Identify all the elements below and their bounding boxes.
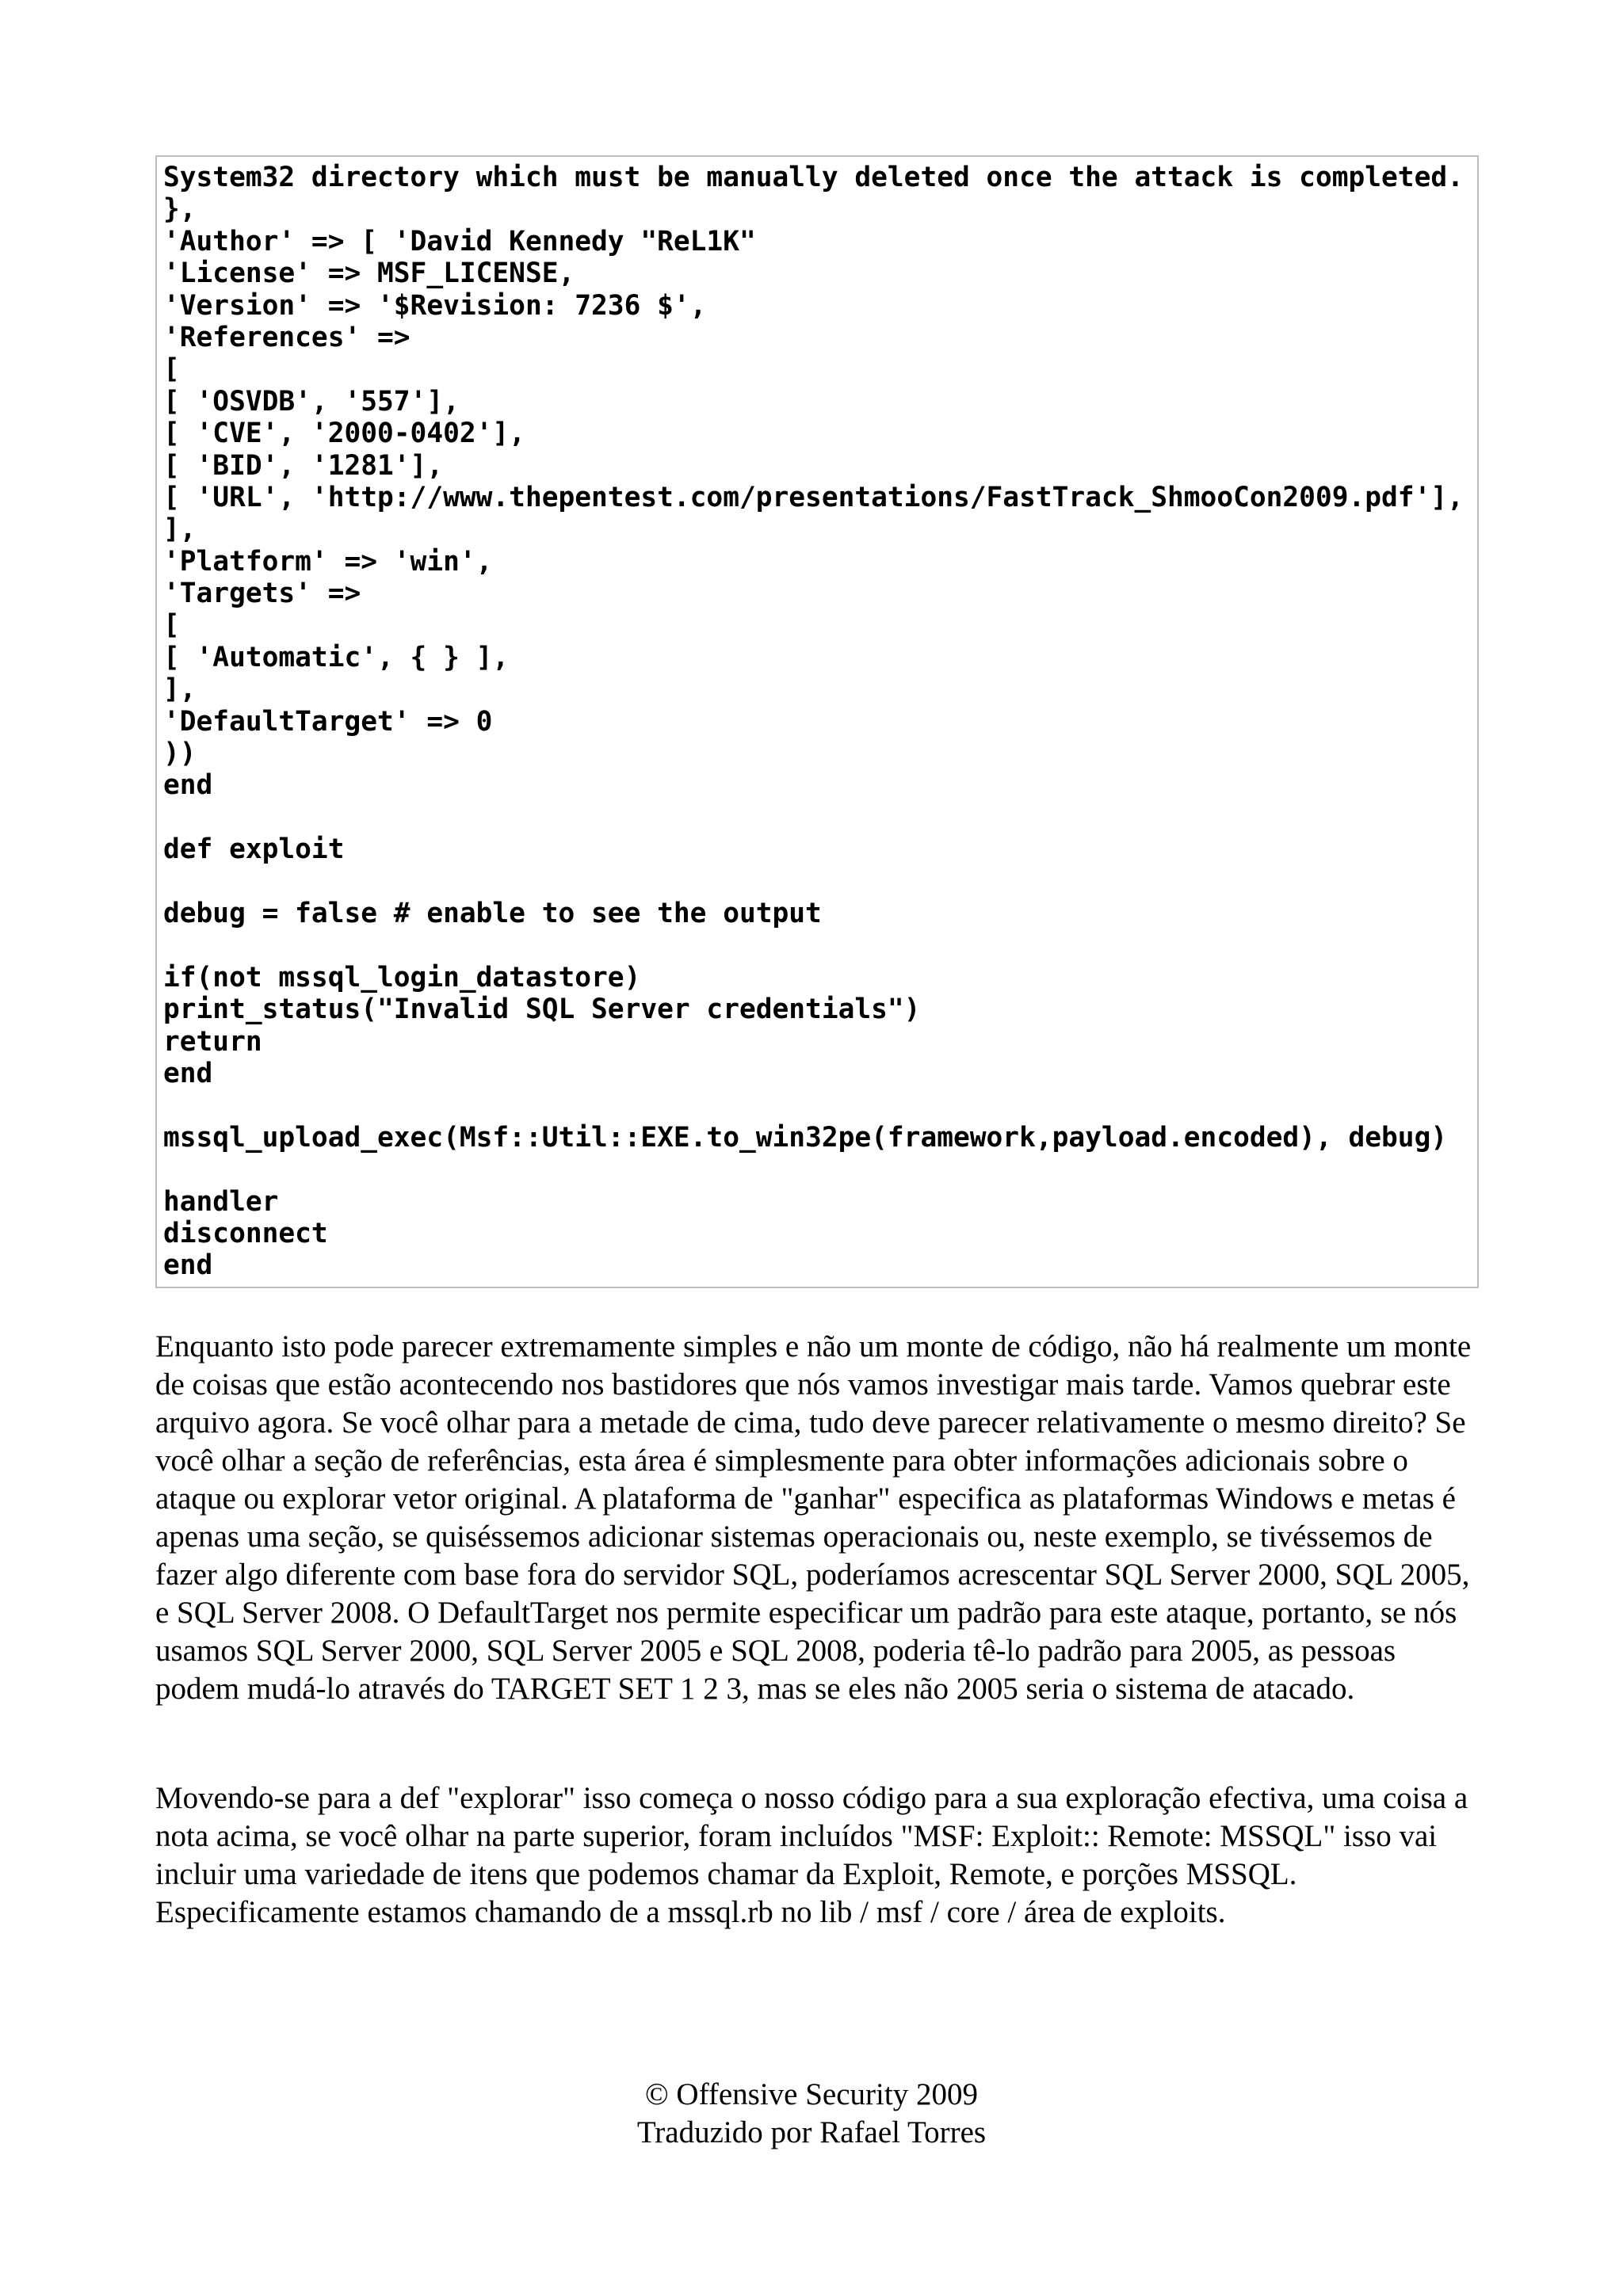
code-line: [ 'Automatic', { } ], bbox=[163, 641, 510, 673]
code-line: )) bbox=[163, 738, 197, 770]
code-line: disconnect bbox=[163, 1217, 328, 1249]
code-line: [ 'BID', '1281'], bbox=[163, 449, 444, 482]
code-listing bbox=[155, 155, 1479, 1288]
code-line: [ 'OSVDB', '557'], bbox=[163, 385, 460, 418]
code-line: mssql_upload_exec(Msf::Util::EXE.to_win32pe(framework,payload.encoded), debug) bbox=[163, 1121, 1448, 1154]
code-line: [ bbox=[163, 353, 180, 386]
code-line: ], bbox=[163, 513, 197, 546]
code-line: def exploit bbox=[163, 833, 345, 866]
code-line: return bbox=[163, 1025, 262, 1058]
code-line: 'References' => bbox=[163, 321, 411, 353]
code-line: 'DefaultTarget' => 0 bbox=[163, 705, 493, 738]
code-line bbox=[163, 1089, 1471, 1121]
code-line: end bbox=[163, 1249, 213, 1282]
code-line: 'Targets' => bbox=[163, 578, 361, 610]
code-line bbox=[163, 802, 1471, 833]
code-line: 'Version' => '$Revision: 7236 $', bbox=[163, 289, 707, 322]
code-line: print_status("Invalid SQL Server credentials") bbox=[163, 994, 921, 1026]
code-line: }, bbox=[163, 193, 197, 226]
code-line: [ 'CVE', '2000-0402'], bbox=[163, 418, 525, 450]
code-line: ], bbox=[163, 673, 197, 706]
footer-copyright: © Offensive Security 2009 bbox=[645, 2077, 978, 2111]
code-line: end bbox=[163, 769, 213, 802]
code-line: handler bbox=[163, 1185, 279, 1218]
code-line: end bbox=[163, 1057, 213, 1089]
paragraph-explanation: Enquanto isto pode parecer extremamente simples e não um monte de código, não há realmente um monte de coisas que estão acontecendo nos bastidores que nós vamos investigar mais tarde. Vamos quebrar este arquivo agora. Se você olhar para a metade de cima, tudo deve parecer relativamente o mesmo direito? Se você olhar a seção de referências, esta área é simplesmente para obter informações adicionais sobre o ataque ou explorar vetor original. A plataforma de "ganhar" especifica as plataformas Windows e metas é apenas uma seção, se quiséssemos adicionar sistemas operacionais ou, neste exemplo, se tivéssemos de fazer algo diferente com base fora do servidor SQL, poderíamos acrescentar SQL Server 2000, SQL 2005, e SQL Server 2008. O DefaultTarget nos permite especificar um padrão para este ataque, portanto, se nós usamos SQL Server 2000, SQL Server 2005 e SQL 2008, poderia tê-lo padrão para 2005, as pessoas podem mudá-lo através do TARGET SET 1 2 3, mas se eles não 2005 seria o sistema de atacado. bbox=[155, 1329, 1472, 1706]
code-line bbox=[163, 929, 1471, 961]
code-line: [ 'URL', 'http://www.thepentest.com/presentations/FastTrack_ShmooCon2009.pdf'], bbox=[163, 481, 1464, 513]
code-line: 'Author' => [ 'David Kennedy "ReL1K" bbox=[163, 225, 756, 257]
code-line: [ bbox=[163, 609, 180, 642]
code-line: 'License' => MSF_LICENSE, bbox=[163, 257, 575, 290]
code-line: 'Platform' => 'win', bbox=[163, 545, 493, 578]
paragraph-exploit-def: Movendo-se para a def "explorar" isso começa o nosso código para a sua exploração efectiva, uma coisa a nota acima, se você olhar na parte superior, foram incluídos "MSF: Exploit:: Remote: MSSQL" isso vai incluir uma variedade de itens que podemos chamar da Exploit, Remote, e porções MSSQL. Especificamente estamos chamando de a mssql.rb no lib / msf / core / área de exploits. bbox=[155, 1781, 1468, 1929]
code-line: System32 directory which must be manually deleted once the attack is completed. bbox=[163, 162, 1464, 193]
footer-translator: Traduzido por Rafael Torres bbox=[636, 2115, 987, 2149]
code-line: debug = false # enable to see the output bbox=[163, 897, 822, 929]
code-line bbox=[163, 866, 1471, 898]
code-line bbox=[163, 1154, 1471, 1185]
code-line: if(not mssql_login_datastore) bbox=[163, 961, 641, 994]
